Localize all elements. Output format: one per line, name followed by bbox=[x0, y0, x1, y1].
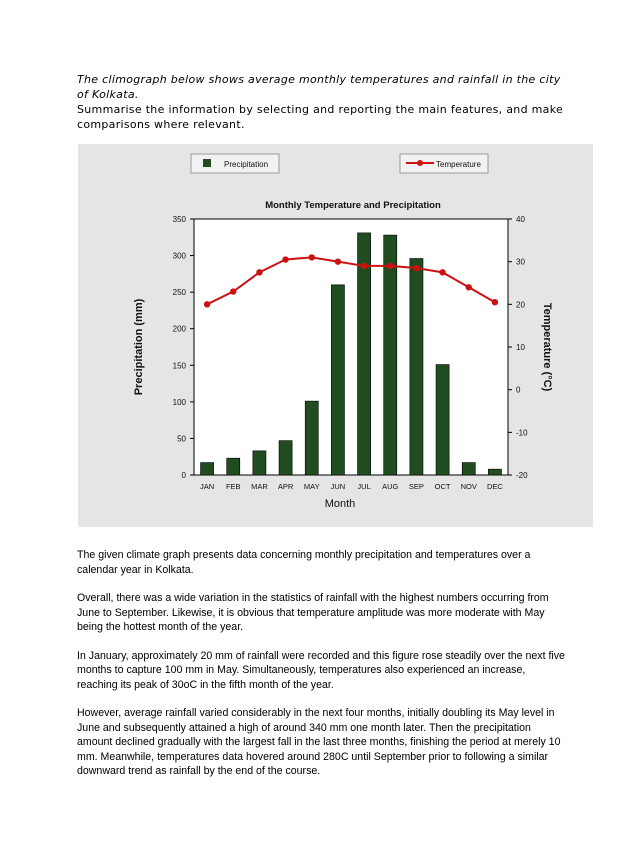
x-axis-label: Month bbox=[324, 498, 356, 510]
task-line-2: Summarise the information by selecting and reporting the main features, and make comparisons where relevant. bbox=[77, 103, 564, 131]
temperature-point-feb bbox=[230, 288, 236, 294]
legend-precipitation-label: Precipitation bbox=[224, 160, 269, 169]
right-tick-label: 10 bbox=[516, 343, 525, 352]
left-tick-label: 250 bbox=[172, 288, 186, 298]
essay-body bbox=[77, 548, 567, 793]
temperature-point-aug bbox=[387, 263, 393, 269]
task-prompt bbox=[77, 72, 565, 132]
legend-precipitation-swatch bbox=[203, 159, 211, 167]
plot-area bbox=[194, 219, 508, 475]
left-axis bbox=[173, 215, 194, 480]
left-tick-label: 200 bbox=[172, 324, 186, 334]
precipitation-bar-mar bbox=[253, 451, 266, 475]
temperature-point-dec bbox=[492, 299, 498, 305]
temperature-point-mar bbox=[256, 269, 262, 275]
x-tick-label-aug: AUG bbox=[382, 482, 399, 491]
chart-title: Monthly Temperature and Precipitation bbox=[265, 200, 441, 211]
legend-temperature-marker bbox=[417, 160, 423, 166]
left-tick-label: 350 bbox=[172, 215, 186, 224]
x-tick-label-may: MAY bbox=[303, 482, 320, 491]
temperature-point-oct bbox=[439, 269, 445, 275]
right-tick-label: 40 bbox=[516, 215, 525, 224]
essay-paragraph-2: Overall, there was a wide variation in the statistics of rainfall with the highest numbers occurring from June to September. Likewise, it is obvious that temperature amplitude was more moderate with May being the hottest month of the year. bbox=[77, 592, 549, 633]
x-tick-label-sep: SEP bbox=[408, 482, 424, 491]
precipitation-bar-jun bbox=[331, 285, 344, 475]
task-line-1: The climograph below shows average monthly temperatures and rainfall in the city of Kolkata. bbox=[77, 73, 561, 101]
right-tick-label: 30 bbox=[516, 257, 525, 267]
precipitation-bar-may bbox=[305, 401, 318, 475]
right-tick-label: 0 bbox=[516, 385, 521, 395]
precipitation-bar-dec bbox=[488, 469, 501, 475]
temperature-point-jul bbox=[361, 263, 367, 269]
precipitation-bar-apr bbox=[279, 441, 292, 475]
legend-temperature-label: Temperature bbox=[436, 160, 481, 169]
x-tick-label-dec: DEC bbox=[486, 482, 503, 491]
temperature-point-jun bbox=[335, 258, 341, 264]
x-tick-label-apr: APR bbox=[277, 482, 294, 491]
x-tick-label-feb: FEB bbox=[225, 482, 241, 491]
left-tick-label: 300 bbox=[172, 251, 186, 261]
legend-temperature bbox=[400, 154, 488, 173]
precipitation-bar-jul bbox=[358, 233, 371, 475]
temperature-point-nov bbox=[466, 284, 472, 290]
essay-paragraph-4: However, average rainfall varied considerably in the next four months, initially doubling its May level in June and subsequently attained a high of around 340 mm one month later. Then the precipitation amount declined gradually with the largest fall in the last three months, finishing the period at merely 10 mm. Meanwhile, temperatures data hovered around 280C until September prior to following a similar downward trend as rainfall by the end of the course. bbox=[77, 707, 561, 777]
temperature-point-apr bbox=[282, 256, 288, 262]
left-tick-label: 0 bbox=[181, 471, 186, 480]
temperature-point-may bbox=[309, 254, 315, 260]
x-tick-label-jun: JUN bbox=[330, 482, 346, 491]
precipitation-bar-sep bbox=[410, 258, 423, 475]
right-axis bbox=[508, 215, 528, 480]
left-tick-label: 150 bbox=[172, 361, 186, 371]
precipitation-bar-feb bbox=[227, 458, 240, 475]
right-tick-label: -10 bbox=[516, 428, 528, 438]
right-axis-label: Temperature (°C) bbox=[541, 302, 553, 392]
left-axis-label: Precipitation (mm) bbox=[133, 298, 145, 396]
climograph-figure bbox=[78, 144, 593, 527]
essay-paragraph-1: The given climate graph presents data concerning monthly precipitation and temperatures over a calendar year in Kolkata. bbox=[77, 549, 531, 576]
temperature-point-sep bbox=[413, 265, 419, 271]
x-tick-label-jan: JAN bbox=[199, 482, 215, 491]
precipitation-bar-aug bbox=[384, 235, 397, 475]
x-tick-label-nov: NOV bbox=[460, 482, 477, 491]
precipitation-bar-nov bbox=[462, 463, 475, 475]
x-tick-label-oct: OCT bbox=[434, 482, 451, 491]
right-tick-label: 20 bbox=[516, 300, 525, 310]
legend-precipitation bbox=[191, 154, 279, 173]
precipitation-bar-oct bbox=[436, 365, 449, 475]
x-tick-label-jul: JUL bbox=[357, 482, 371, 491]
left-tick-label: 50 bbox=[177, 434, 186, 444]
x-tick-label-mar: MAR bbox=[251, 482, 268, 491]
left-tick-label: 100 bbox=[172, 397, 186, 407]
x-axis bbox=[200, 482, 503, 491]
right-tick-label: -20 bbox=[516, 471, 528, 480]
precipitation-bar-jan bbox=[201, 463, 214, 475]
climograph-chart bbox=[78, 144, 593, 527]
essay-paragraph-3: In January, approximately 20 mm of rainfall were recorded and this figure rose steadily over the next five months to capture 100 mm in May. Simultaneously, temperatures also experienced an increase, reaching its peak of 30oC in the fifth month of the year. bbox=[77, 649, 565, 691]
temperature-point-jan bbox=[204, 301, 210, 307]
